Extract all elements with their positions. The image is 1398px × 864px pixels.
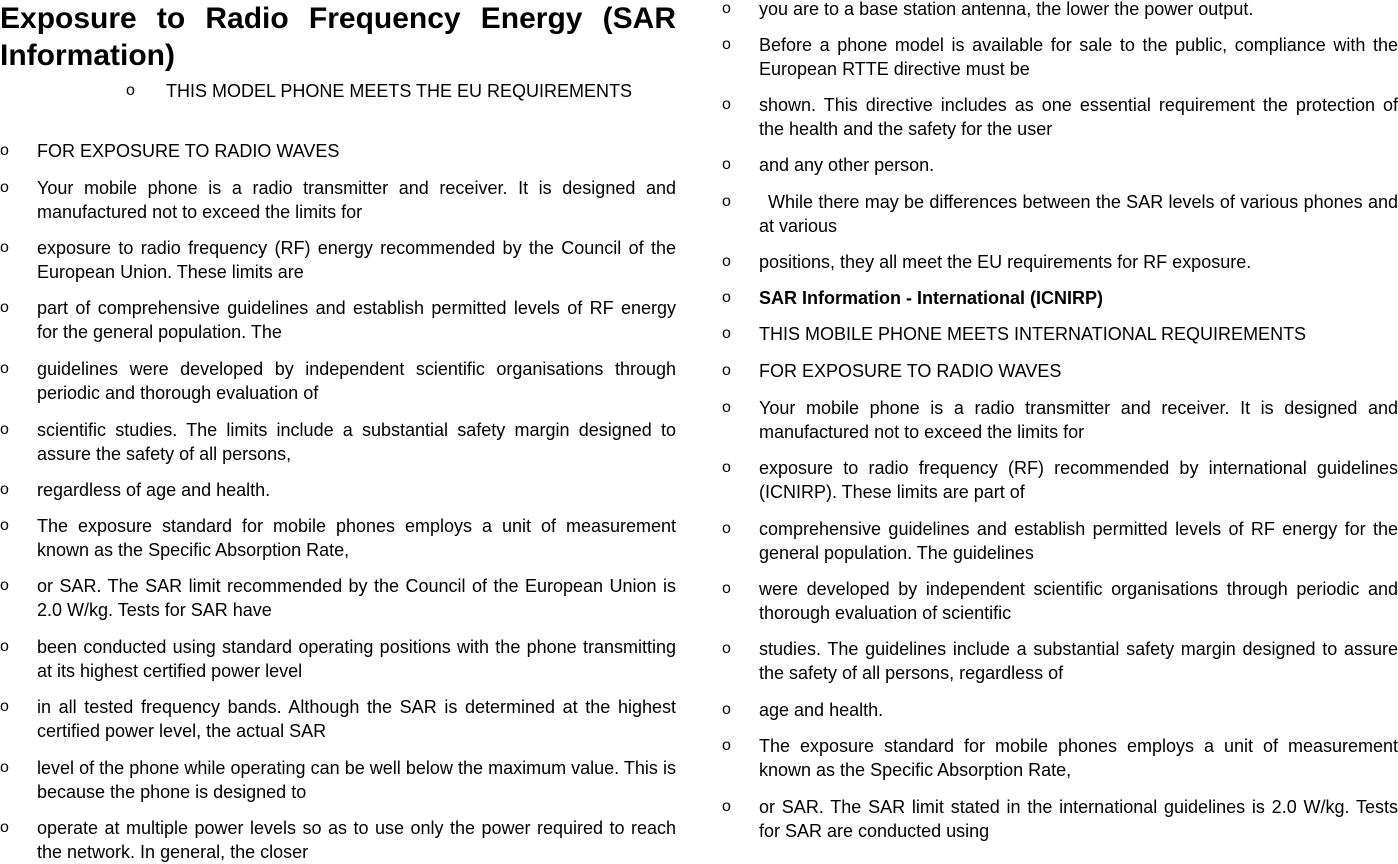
bullet-icon: o [0, 481, 9, 498]
list-item-text: FOR EXPOSURE TO RADIO WAVES [37, 141, 340, 161]
list-item [0, 635, 676, 683]
list-item-text: shown. This directive includes as one essential requirement the protection of the health and the safety for the user [759, 95, 1398, 139]
bullet-icon: o [722, 737, 731, 754]
bullet-icon: o [0, 759, 9, 776]
list-item [722, 190, 1398, 238]
section-heading: SAR Information - International (ICNIRP) [759, 288, 1103, 308]
list-item [722, 577, 1398, 625]
list-item-text: The exposure standard for mobile phones employs a unit of measurement known as the Specific Absorption Rate, [759, 736, 1398, 780]
bullet-icon: o [722, 325, 731, 342]
list-item [722, 359, 1398, 383]
list-item [0, 478, 676, 502]
list-item [722, 396, 1398, 444]
bullet-icon: o [0, 517, 9, 534]
list-item [722, 734, 1398, 782]
bullet-icon: o [722, 520, 731, 537]
bullet-icon: o [722, 362, 731, 379]
list-item [722, 517, 1398, 565]
list-item [722, 0, 1398, 21]
list-item [722, 250, 1398, 274]
list-item-text: scientific studies. The limits include a substantial safety margin designed to assure the safety of all persons, [37, 420, 676, 464]
list-item [722, 322, 1398, 346]
bullet-icon: o [722, 253, 731, 270]
list-item-text: While there may be differences between the SAR levels of various phones and at various [759, 192, 1398, 236]
list-item-text: FOR EXPOSURE TO RADIO WAVES [759, 361, 1062, 381]
bullet-icon: o [0, 421, 9, 438]
bullet-icon: o [0, 360, 9, 377]
left-column [0, 0, 676, 862]
bullet-icon: o [0, 179, 9, 196]
list-item-text: operate at multiple power levels so as to use only the power required to reach the network. In general, the closer [37, 818, 676, 862]
bullet-icon: o [0, 142, 9, 159]
bullet-icon: o [722, 156, 731, 173]
list-item-text: Your mobile phone is a radio transmitter and receiver. It is designed and manufactured not to exceed the limits for [759, 398, 1398, 442]
list-item-text: were developed by independent scientific organisations through periodic and thorough evaluation of scientific [759, 579, 1398, 623]
bullet-icon: o [722, 96, 731, 113]
bullet-icon: o [126, 82, 135, 99]
list-item [0, 695, 676, 743]
list-item-text: regardless of age and health. [37, 480, 271, 500]
page-title: Exposure to Radio Frequency Energy (SAR Information) [0, 2, 676, 72]
list-item [722, 153, 1398, 177]
bullet-icon: o [722, 36, 731, 53]
list-item-text: exposure to radio frequency (RF) energy recommended by the Council of the European Union. These limits are [37, 238, 676, 282]
list-item-text: exposure to radio frequency (RF) recommended by international guidelines (ICNIRP). These limits are part of [759, 458, 1398, 502]
list-item [722, 698, 1398, 722]
list-item-text: THIS MODEL PHONE MEETS THE EU REQUIREMENTS [166, 81, 633, 101]
section-heading-item [722, 286, 1398, 310]
bullet-icon: o [0, 638, 9, 655]
list-item [0, 756, 676, 804]
bullet-icon: o [722, 798, 731, 815]
list-item-text: or SAR. The SAR limit stated in the international guidelines is 2.0 W/kg. Tests for SAR are conducted using [759, 797, 1398, 841]
list-item-text: The exposure standard for mobile phones employs a unit of measurement known as the Specific Absorption Rate, [37, 516, 676, 560]
list-item-text: comprehensive guidelines and establish permitted levels of RF energy for the general population. The guidelines [759, 519, 1398, 563]
list-item-text: age and health. [759, 700, 884, 720]
list-item-text: you are to a base station antenna, the lower the power output. [759, 0, 1254, 19]
list-item [0, 79, 676, 103]
list-item [0, 296, 676, 344]
list-item-text: in all tested frequency bands. Although the SAR is determined at the highest certified power level, the actual SAR [37, 697, 676, 741]
bullet-icon: o [722, 701, 731, 718]
bullet-icon: o [722, 193, 731, 210]
list-item [0, 514, 676, 562]
bullet-icon: o [0, 577, 9, 594]
list-item [722, 637, 1398, 685]
bullet-icon: o [0, 819, 9, 836]
list-item [722, 795, 1398, 843]
list-item [722, 456, 1398, 504]
list-item-text: THIS MOBILE PHONE MEETS INTERNATIONAL REQUIREMENTS [759, 324, 1307, 344]
list-item [0, 139, 676, 163]
list-item [722, 33, 1398, 81]
list-item [0, 418, 676, 466]
bullet-icon: o [722, 459, 731, 476]
list-item [0, 236, 676, 284]
list-item [0, 357, 676, 405]
list-item-text: level of the phone while operating can be well below the maximum value. This is because the phone is designed to [37, 758, 676, 802]
bullet-icon: o [722, 640, 731, 657]
bullet-icon: o [0, 299, 9, 316]
bullet-icon: o [722, 289, 731, 306]
list-item-text: and any other person. [759, 155, 935, 175]
list-item-text: guidelines were developed by independent scientific organisations through periodic and thorough evaluation of [37, 359, 676, 403]
bullet-icon: o [0, 239, 9, 256]
list-item-text: part of comprehensive guidelines and establish permitted levels of RF energy for the general population. The [37, 298, 676, 342]
list-item-text: or SAR. The SAR limit recommended by the Council of the European Union is 2.0 W/kg. Tests for SAR have [37, 576, 676, 620]
bullet-icon: o [0, 698, 9, 715]
list-item [0, 816, 676, 864]
list-item-text: studies. The guidelines include a substantial safety margin designed to assure the safety of all persons, regardless of [759, 639, 1398, 683]
list-item [0, 574, 676, 622]
bullet-icon: o [722, 0, 731, 17]
list-item-text: been conducted using standard operating positions with the phone transmitting at its highest certified power level [37, 637, 676, 681]
list-item-text: positions, they all meet the EU requirements for RF exposure. [759, 252, 1252, 272]
bullet-icon: o [722, 580, 731, 597]
bullet-icon: o [722, 399, 731, 416]
list-item [722, 93, 1398, 141]
list-item-text: Your mobile phone is a radio transmitter and receiver. It is designed and manufactured not to exceed the limits for [37, 178, 676, 222]
list-item [0, 176, 676, 224]
list-item-text: Before a phone model is available for sale to the public, compliance with the European RTTE directive must be [759, 35, 1398, 79]
